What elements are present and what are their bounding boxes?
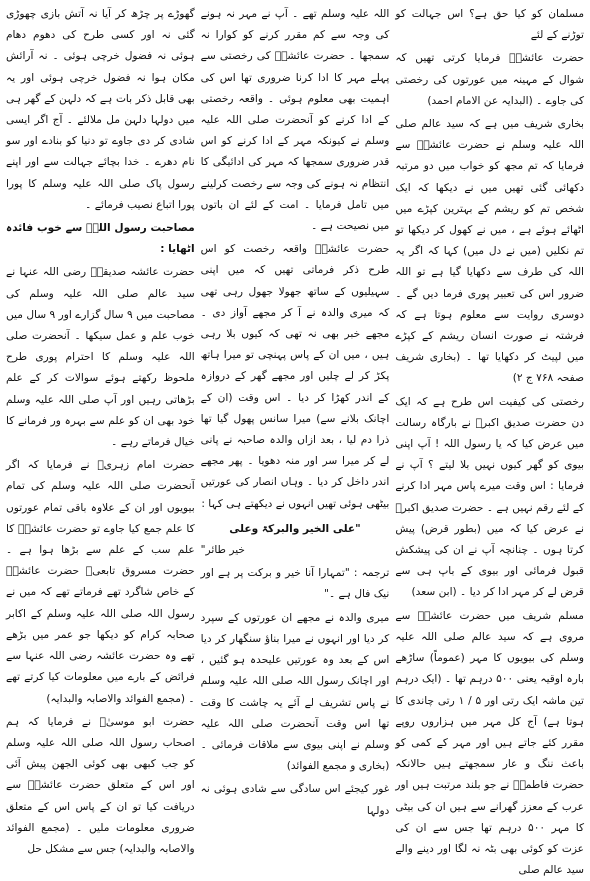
paragraph: حضرت ابو موسیٰؓ نے فرمایا کہ ہم اصحاب رسول اللہ صلی اللہ علیہ وسلم کو جب کبھی بھی کوئی الجھن پیش آئی اور اس کے متعلق حضرت عائشہؓ سے دریافت کیا تو ان کے پاس اس کے متعلق ضروری معلومات ملیں ۔ (مجمع الفوائد والاصابہ والبدایہ) جس سے مشکل حل	[5, 715, 195, 855]
paragraph: غور کیجئے اس سادگی سے شادی ہوئی نہ دولہا	[200, 783, 390, 817]
paragraph: بخاری شریف میں ہے کہ سید عالم صلی اللہ علیہ وسلم نے حضرت عائشہؓ سے فرمایا کہ تم مجھ کو خواب میں دو مرتبہ دکھائی گئی تھیں میں نے دیکھا کہ ایک شخص تم کو ریشم کے بہترین کپڑے میں اٹھائے ہوئے ہے ، میں نے کھول کر دیکھا تو تم نکلیں (میں نے دل میں) کہا کہ اگر یہ اللہ کی طرف سے دکھایا گیا ہے تو اللہ ضرور اس کی تعبیر پوری فرما دیں گے ۔ دوسری روایت سے معلوم ہوتا ہے کہ فرشتہ نے صورت انسان ریشم کے کپڑے میں لپیٹ کر دکھایا تھا ۔ (بخاری شریف صفحہ ۷۶۸ ج ۲)	[395, 118, 584, 385]
paragraph: حضرت عائشہ صدیقہؓ رضی اللہ عنہا نے سید عالم صلی اللہ علیہ وسلم کی مصاحبت میں ۹ سال گزارے اور ۹ سال میں خوب علم و عمل سیکھا ۔ آنحضرت صلی اللہ علیہ وسلم کا احترام پوری طرح ملحوظ رکھتے ہوئے سوالات کر کے علم بڑھاتی رہیں اور آپ صلی اللہ علیہ وسلم خود بھی ان کو علم سے بہرہ ور فرمانے کا خیال فرماتے رہے ۔	[5, 266, 195, 449]
paragraph: مسلمان کو کیا حق ہے؟ اس جہالت کو توڑنے کے لئے	[395, 8, 584, 42]
paragraph: مسلم شریف میں حضرت عائشہؓ سے مروی ہے کہ سید عالم صلی اللہ علیہ وسلم کی بیویوں کا مہر (عموماً) ساڑھے بارہ اوقیہ یعنی ۵۰۰ درہم تھا ۔ (ایک درہم تین ماشہ ایک رتی اور ۵ / ۱ رتی چاندی کا ہوتا ہے) آج کل مہر میں ہزاروں روپے مقرر کئے جاتے ہیں اور مہر کے کمی کو باعث ننگ و عار سمجھتے ہیں حالانکہ حضرت فاطمہؓ نے جو بلند مرتبت ہیں اور عرب کے معزز گھرانے سے ہیں ان کی بیٹی کا مہر ۵۰۰ درہم تھا جس سے ان کی عزت کو کوئی بھی بٹہ نہ لگا اور دینے والے سید عالم صلی	[395, 609, 585, 877]
column-right	[395, 4, 585, 877]
section-heading: مصاحبت رسول اللہؐ سے خوب فائدہ اٹھایا :	[5, 222, 195, 256]
paragraph: اللہ علیہ وسلم تھے ۔ آپ نے مہر نہ ہونے کی وجہ سے کم مقرر کرنے کو کوارا نہ سمجھا ۔ حضرت عائشہؓ کی رخصتی سے پہلے مہر کا ادا کرنا ضروری تھا اس کی اہمیت بھی معلوم ہوئی ۔ واقعہ رخصتی کے ادا کرنے کو آنحضرت صلی اللہ علیہ وسلم نے کیونکہ مہر کے ادا کرنے کو اس قدر ضروری سمجھا کہ مہر کی ادائیگی کا انتظام نہ ہونے کی وجہ سے رخصت کرلینے میں تامل فرمایا ۔ امت کے لئے ان باتوں میں نصیحت ہے ۔	[200, 8, 390, 233]
page	[5, 4, 585, 877]
column-middle	[200, 4, 390, 817]
paragraph: حضرت عائشہؓ واقعہ رخصت کو اس طرح ذکر فرماتی تھیں کہ میں اپنی سہیلیوں کے ساتھ جھولا جھول رہی تھی کہ میری والدہ نے آ کر مجھے آواز دی ۔ مجھے خبر بھی نہ تھی کہ کیوں بلا رہی ہیں ، میں ان کے پاس پہنچی تو میرا ہاتھ پکڑ کر لے چلیں اور مجھے گھر کے دروازہ کے اندر کھڑا کر دیا ۔ اس وقت (ان کے اچانک بلانے سے) میرا سانس پھول گیا تھا ذرا دم لیا ، بعد ازاں والدہ صاحبہ نے پانی لے کر میرا سر اور منہ دھویا ۔ پھر مجھے اندر داخل کر دیا ۔ وہاں انصار کی عورتیں بیٹھی ہوئی تھیں انہوں نے دیکھتے ہی کہا :	[200, 243, 390, 510]
paragraph: حضرت عائشہؓ فرمایا کرتی تھیں کہ شوال کے مہینہ میں عورتوں کی رخصتی کی جاوے ۔ (البدایہ عن الامام احمد)	[395, 52, 584, 107]
paragraph: حضرت امام زہریؒ نے فرمایا کہ اگر آنحضرت صلی اللہ علیہ وسلم کی تمام بیویوں اور ان کے علاوہ باقی تمام عورتوں کا علم جمع کیا جاوے تو حضرت عائشہؓ کا علم سب کے علم سے بڑھا ہوا ہے ۔ حضرت مسروق تابعیؒ حضرت عائشہؓ کے خاص شاگرد تھے فرماتے تھے کہ میں نے رسول اللہ صلی اللہ علیہ وسلم کے اکابر صحابہ کرام کو دیکھا جو عمر میں بڑھے تھے وہ حضرت عائشہ رضی اللہ عنہا سے فرائض کے بارے میں معلومات کیا کرتے تھے ۔ (مجمع الفوائد والاصابہ والبدایہ)	[5, 459, 195, 705]
paragraph: رخصتی کی کیفیت اس طرح ہے کہ ایک دن حضرت صدیق اکبرؓ نے بارگاہ رسالت میں عرض کیا کہ یا رسول اللہ ! آپ اپنی بیوی کو گھر کیوں نہیں بلا لیتے ؟ آپ نے فرمایا : اس وقت میرے پاس مہر ادا کرنے کے لئے رقم نہیں ہے ۔ حضرت صدیق اکبرؓ نے عرض کیا کہ میں (بطور قرض) پیش کرتا ہوں ۔ چنانچہ آپ نے ان کی پیشکش قبول فرمائی اور بیوی کے باپ ہی سے قرض لے کر مہر ادا کر دیا ۔ (ابن سعد)	[395, 395, 584, 599]
paragraph: ترجمہ : "تمہارا آنا خیر و برکت پر ہے اور نیک فال ہے ۔"	[200, 567, 390, 601]
paragraph: میری والدہ نے مجھے ان عورتوں کے سپرد کر دیا اور انہوں نے میرا بناؤ سنگھار کر دیا اس کے بعد وہ عورتیں علیحدہ ہو گئیں ، اور اچانک رسول اللہ صلی اللہ علیہ وسلم نے پاس تشریف لے آئے یہ چاشت کا وقت تھا اس وقت آنحضرت صلی اللہ علیہ وسلم نے اپنی بیوی سے ملاقات فرمائی ۔ (بخاری و مجمع الفوائد)	[200, 611, 390, 773]
column-left	[5, 4, 195, 855]
arabic-quote-continuation: خیر طائر"	[200, 544, 245, 557]
paragraph: گھوڑے پر چڑھ کر آیا نہ آتش بازی چھوڑی گئی نہ اور کسی طرح کی دھوم دھام ہوئی نہ فضول خرچی ہوئی ۔ نہ آرائش مکان ہوا نہ فضول خرچی ہوئی اور یہ بھی قابل ذکر بات ہے کہ دلہن کے گھر ہی میں دولہا دلہن مل ملالئے ۔ آج اگر ایسی شادی کر دی جاوے تو دنیا کو بنادے اور سو نام دھرے ۔ خدا بچائے جہالت سے اور اپنے رسول پاک صلی اللہ علیہ وسلم کا پورا پورا اتباع نصیب فرمائے ۔	[5, 8, 195, 211]
arabic-quote: "علی الخیر والبرکۃ وعلی	[229, 522, 361, 535]
